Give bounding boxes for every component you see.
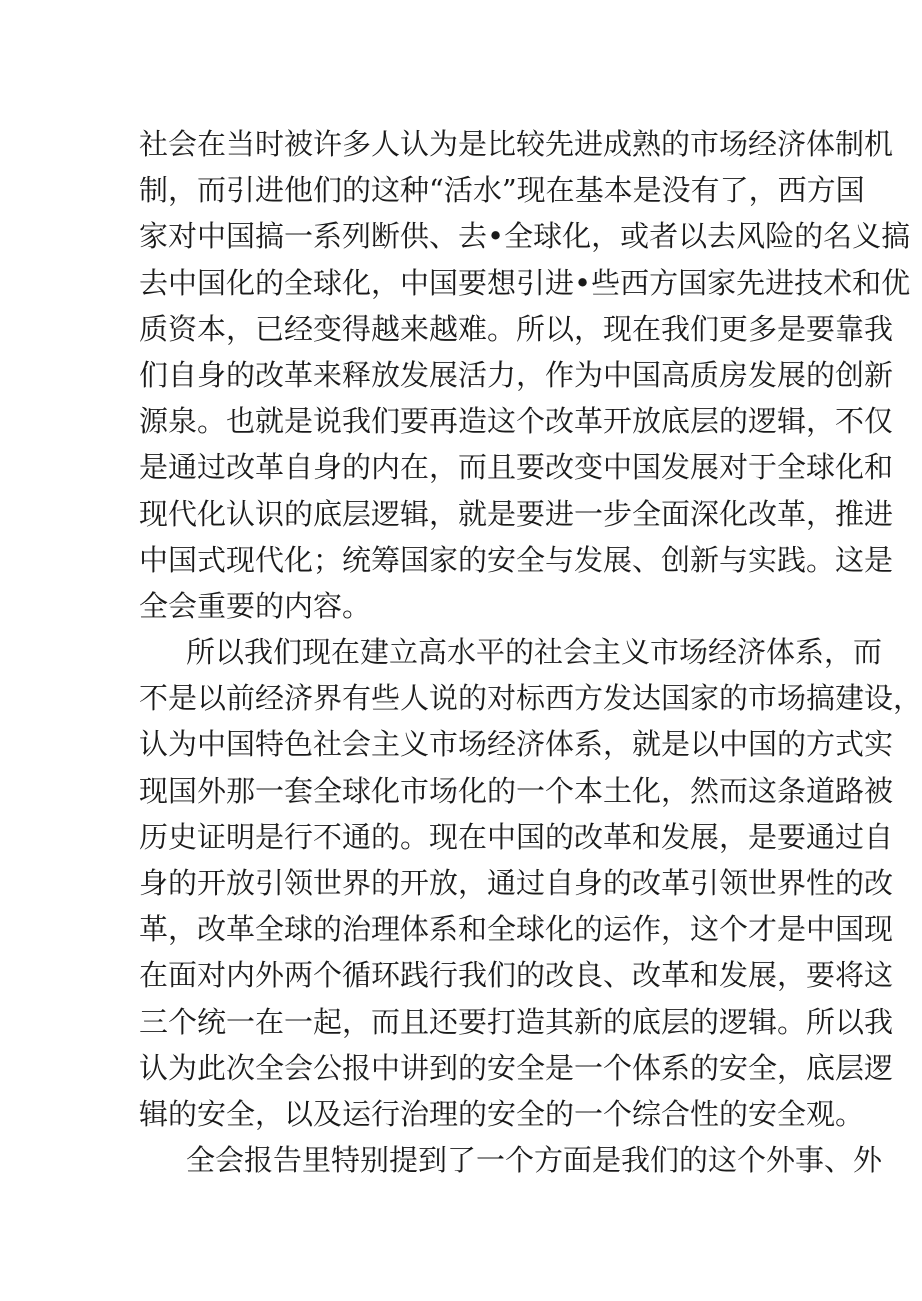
text-line: 全会重要的内容。 (139, 588, 372, 623)
text-line: 现国外那一套全球化市场化的一个本土化，然而这条道路被 (139, 773, 894, 808)
text-line: 制，而引进他们的这种“活水”现在基本是没有了，西方国 (139, 173, 865, 208)
text-line: 认为此次全会公报中讲到的安全是一个体系的安全，底层逻 (139, 1050, 894, 1085)
text-line: 社会在当时被许多人认为是比较先进成熟的市场经济体制机 (139, 127, 894, 161)
text-line: 质资本，已经变得越来越难。所以，现在我们更多是要靠我 (139, 311, 894, 346)
text-line: 历史证明是行不通的。现在中国的改革和发展，是要通过自 (139, 819, 894, 854)
text-line: 全会报告里特别提到了一个方面是我们的这个外事、外 (186, 1143, 883, 1178)
text-line: 三个统一在一起，而且还要打造其新的底层的逻辑。所以我 (139, 1004, 894, 1039)
text-line: 在面对内外两个循环践行我们的改良、改革和发展，要将这 (139, 958, 894, 993)
text-line: 中国式现代化；统筹国家的安全与发展、创新与实践。这是 (139, 542, 894, 577)
paragraph-1 (139, 121, 911, 629)
text-line: 辑的安全，以及运行治理的安全的一个综合性的安全观。 (139, 1096, 865, 1131)
text-line: 家对中国搞一系列断供、去•全球化，或者以去风险的名义搞 (139, 219, 911, 254)
text-line: 现代化认识的底层逻辑，就是要进一步全面深化改革，推进 (139, 496, 894, 531)
text-line: 源泉。也就是说我们要再造这个改革开放底层的逻辑，不仅 (139, 404, 894, 439)
text-line: 革，改革全球的治理体系和全球化的运作，这个才是中国现 (139, 912, 894, 947)
document-body (139, 121, 922, 1183)
text-line: 认为中国特色社会主义市场经济体系，就是以中国的方式实 (139, 727, 894, 762)
paragraph-3 (139, 1137, 883, 1183)
paragraph-2 (139, 629, 922, 1137)
text-line: 去中国化的全球化，中国要想引进•些西方国家先进技术和优 (139, 265, 911, 300)
text-line: 身的开放引领世界的开放，通过自身的改革引领世界性的改 (139, 866, 894, 900)
text-line: 所以我们现在建立高水平的社会主义市场经济体系，而 (186, 635, 883, 670)
text-line: 不是以前经济界有些人说的对标西方发达国家的市场搞建设， (139, 681, 922, 716)
text-line: 是通过改革自身的内在，而且要改变中国发展对于全球化和 (139, 450, 894, 485)
text-line: 们自身的改革来释放发展活力，作为中国高质房发展的创新 (139, 357, 894, 392)
